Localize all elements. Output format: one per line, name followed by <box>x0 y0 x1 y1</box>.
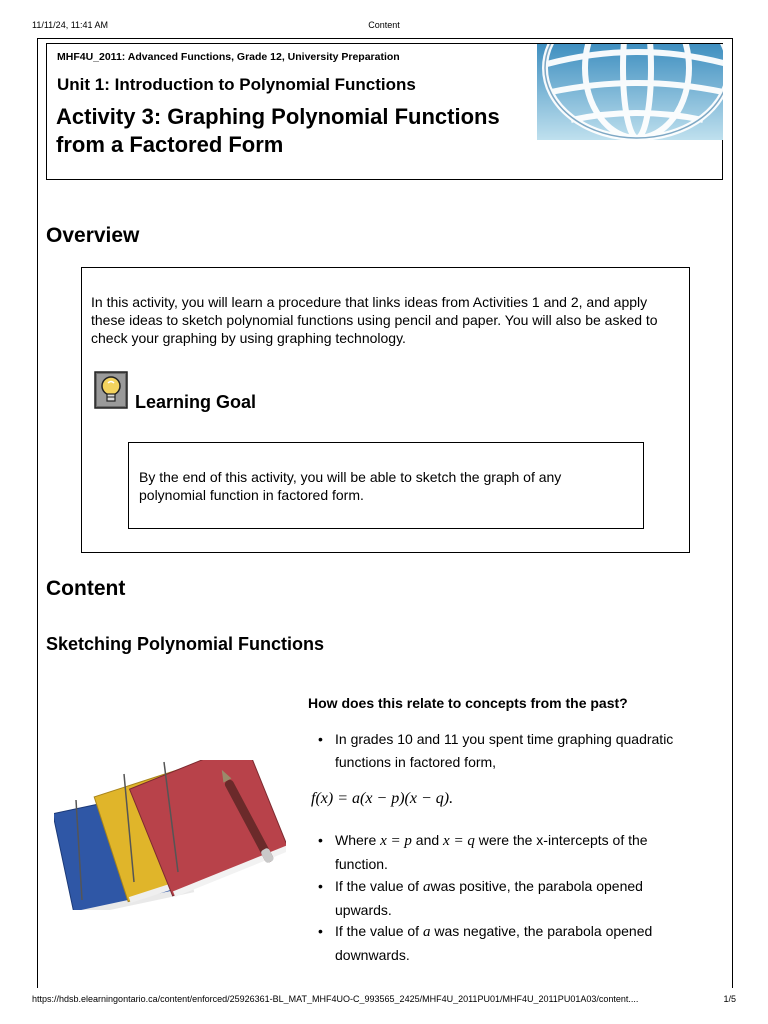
math-a: a <box>422 879 431 895</box>
bullet-text-2c: were the x-intercepts of the function. <box>335 832 648 872</box>
factored-form-formula: f(x) = a(x − p)(x − q). <box>311 790 454 807</box>
page-url: https://hdsb.elearningontario.ca/content/enforced/25926361-BL_MAT_MHF4UO-C_993565_2425/MHF4U_2011PU01/MHF4U_2011PU01A03/content.... <box>32 994 639 1004</box>
sketching-subheading: Sketching Polynomial Functions <box>46 634 325 654</box>
learning-goal-text: By the end of this activity, you will be able to sketch the graph of any polynomial function in factored form. <box>139 469 562 503</box>
page-number: 1/5 <box>723 994 736 1004</box>
notebooks-image <box>54 760 286 910</box>
activity-title-line1: Activity 3: Graphing Polynomial Functions <box>56 104 500 129</box>
print-header <box>32 20 736 32</box>
bullet-text-4b: was negative, the parabola opened downwards. <box>335 923 653 963</box>
learning-goal-box <box>128 442 644 529</box>
math-x-equals-p: x = p <box>380 833 412 849</box>
activity-banner <box>46 43 723 180</box>
content-heading: Content <box>46 577 126 600</box>
bullet-text-3b: was positive, the parabola opened upwards. <box>335 878 643 918</box>
course-title: MHF4U_2011: Advanced Functions, Grade 12, University Preparation <box>57 51 400 63</box>
bullet-text-1: In grades 10 and 11 you spent time graphing quadratic functions in factored form, <box>335 731 674 770</box>
bullet-text-2a: Where <box>335 832 381 848</box>
overview-box <box>81 267 690 553</box>
learning-goal-heading: Learning Goal <box>135 392 257 412</box>
globe-graphic <box>537 44 723 140</box>
activity-title <box>56 103 556 159</box>
math-x-equals-q: x = q <box>443 833 475 849</box>
bullet-text-3a: If the value of <box>335 878 423 894</box>
overview-text: In this activity, you will learn a procedure that links ideas from Activities 1 and 2, and apply these ideas to sketch polynomial functions using pencil and paper. You will also be asked to check your graphing by using graphing technology. <box>91 294 658 346</box>
activity-title-line2: from a Factored Form <box>56 132 284 157</box>
lightbulb-icon <box>94 371 128 409</box>
bullet-text-2b: and <box>411 832 444 848</box>
overview-heading: Overview <box>46 224 140 247</box>
past-concepts-question: How does this relate to concepts from the past? <box>308 695 628 711</box>
print-title: Content <box>368 20 400 30</box>
bullet-text-4a: If the value of <box>335 923 423 939</box>
print-datetime: 11/11/24, 11:41 AM <box>32 20 109 30</box>
unit-title: Unit 1: Introduction to Polynomial Functions <box>57 75 416 94</box>
math-a: a <box>422 924 431 940</box>
print-footer <box>32 994 736 1006</box>
